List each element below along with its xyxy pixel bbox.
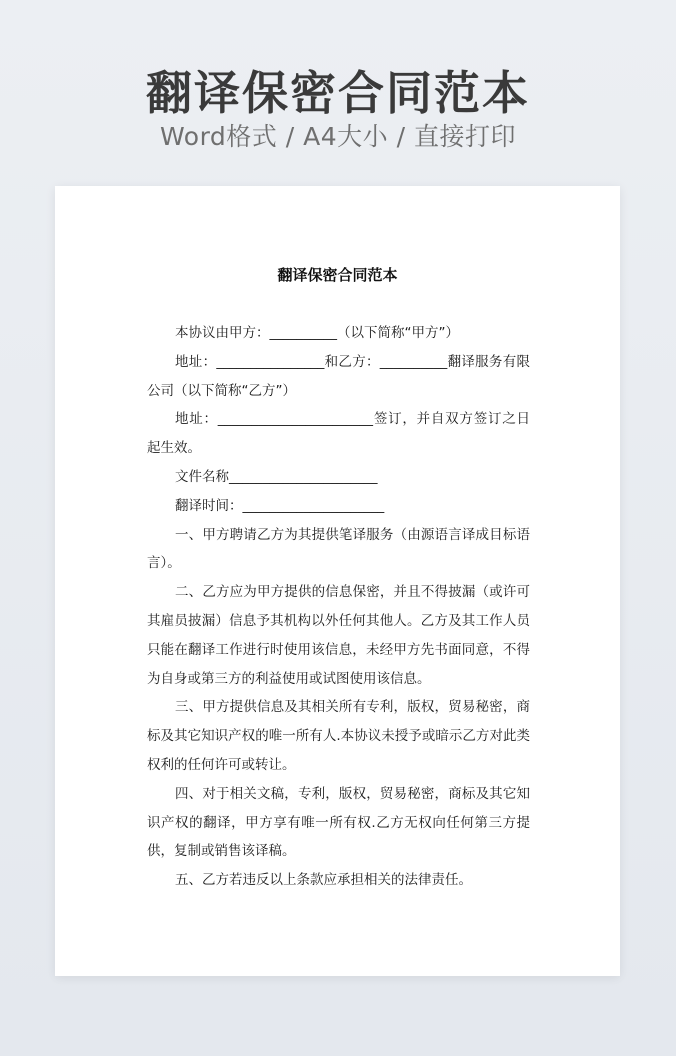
clause-2: 二、乙方应为甲方提供的信息保密，并且不得披漏（或许可其雇员披漏）信息予其机构以外任何其他人。乙方及其工作人员只能在翻译工作进行时使用该信息，未经甲方先书面同意，不得为自身或第三方的利益使用或试图使用该信息。 [147, 584, 530, 687]
clause-4: 四、对于相关文稿，专利，版权，贸易秘密，商标及其它知识产权的翻译，甲方享有唯一所有权.乙方无权向任何第三方提供，复制或销售该译稿。 [147, 785, 530, 860]
banner [0, 0, 676, 180]
paragraph-file-name: 文件名称______________________ [175, 468, 378, 485]
clause-1: 一、甲方聘请乙方为其提供笔译服务（由源语言译成目标语言）。 [147, 526, 530, 572]
paragraph-translation-time: 翻译时间：_____________________ [175, 497, 385, 514]
paragraph-signing: 地址：_______________________签订，并自双方签订之日起生效。 [147, 411, 530, 457]
document-body [147, 319, 530, 895]
paragraph-party-b: 地址：________________和乙方：__________翻译服务有限公司（以下简称“乙方”） [147, 353, 530, 399]
paragraph-party-a: 本协议由甲方：__________（以下简称“甲方”） [175, 325, 459, 341]
banner-title: 翻译保密合同范本 [146, 66, 530, 120]
banner-subtitle: Word格式 / A4大小 / 直接打印 [160, 122, 516, 151]
document-title: 翻译保密合同范本 [277, 266, 398, 284]
clause-5: 五、乙方若违反以上条款应承担相关的法律责任。 [175, 872, 472, 889]
clause-3: 三、甲方提供信息及其相关所有专利，版权，贸易秘密，商标及其它知识产权的唯一所有人.本协议未授予或暗示乙方对此类权利的任何许可或转让。 [147, 699, 530, 773]
document-page [55, 186, 620, 976]
